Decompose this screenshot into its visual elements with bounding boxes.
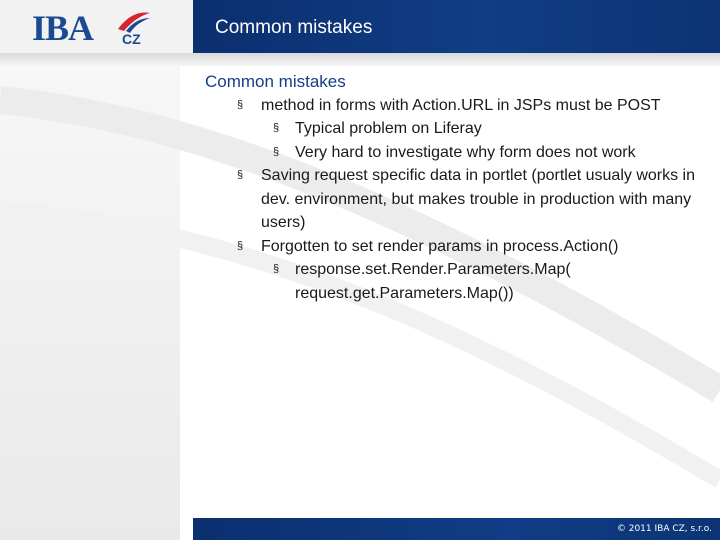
slide-content [205, 70, 695, 305]
bullet-icon: § [273, 263, 280, 275]
list-item [205, 141, 695, 165]
bullet-icon: § [237, 239, 244, 252]
list-item-text: Saving request specific data in portlet (portlet usualy works in dev. environment, but makes trouble in production with many users) [261, 167, 695, 231]
list-item [205, 94, 695, 118]
bullet-icon: § [273, 145, 280, 158]
logo-swoosh-red [118, 13, 150, 31]
list-item [205, 235, 695, 259]
footer-bar [193, 518, 720, 540]
logo-area [0, 0, 193, 53]
bullet-icon: § [237, 169, 244, 181]
content-title: Common mistakes [205, 72, 346, 91]
logo-text: IBA [32, 9, 94, 47]
logo-subtext: CZ [122, 31, 141, 47]
header-shadow [0, 53, 720, 66]
iba-logo [32, 9, 160, 47]
bullet-icon: § [237, 98, 244, 111]
list-item [205, 164, 695, 235]
slide-title: Common mistakes [215, 17, 373, 38]
list-item [205, 117, 695, 141]
list-item-text: Very hard to investigate why form does not work [295, 143, 636, 161]
list-item [205, 258, 695, 305]
copyright-text: © 2011 IBA CZ, s.r.o. [616, 524, 712, 534]
list-item-text: method in forms with Action.URL in JSPs must be POST [261, 96, 661, 114]
list-item-text: response.set.Render.Parameters.Map( request.get.Parameters.Map()) [295, 261, 571, 302]
list-item-text: Typical problem on Liferay [295, 120, 482, 137]
list-item-text: Forgotten to set render params in process.Action() [261, 237, 619, 255]
bullet-icon: § [273, 122, 280, 134]
